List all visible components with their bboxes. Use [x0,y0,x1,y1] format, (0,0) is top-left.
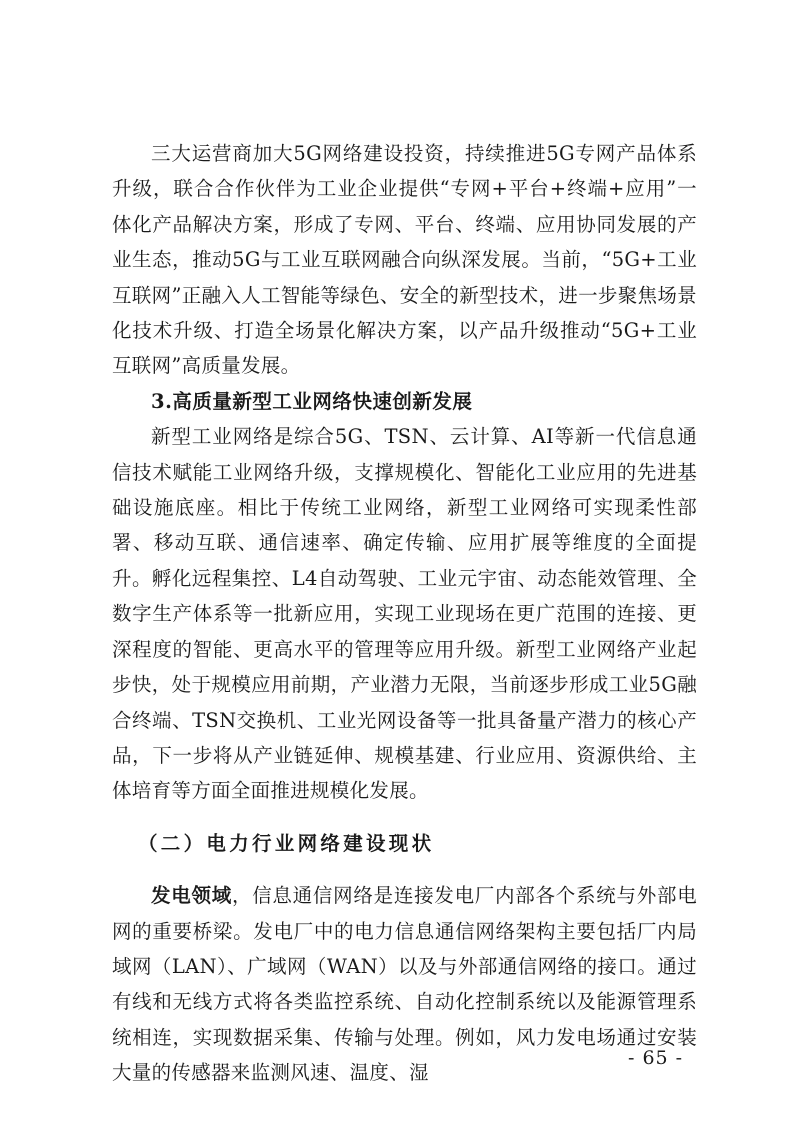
paragraph-lead-term: 发电领域 [151,884,232,908]
paragraph-operators-5g: 三大运营商加大5G网络建设投资，持续推进5G专网产品体系升级，联合合作伙伴为工业企业提供“专网+平台+终端+应用”一体化产品解决方案，形成了专网、平台、终端、应用协同发展的产业生态，推动5G与工业互联网融合向纵深发展。当前，“5G+工业互联网”正融入人工智能等绿色、安全的新型技术，进一步聚焦场景化技术升级、打造全场景化解决方案，以产品升级推动“5G+工业互联网”高质量发展。 [112,142,697,378]
document-body [112,136,697,1091]
section-heading-power-industry: （二）电力行业网络建设现状 [138,831,435,855]
page-number: - 65 - [628,1047,684,1069]
section-heading-new-industrial-network: 3.高质量新型工业网络快速创新发展 [151,389,473,413]
paragraph-power-generation [112,878,697,1090]
paragraph-power-generation-body: ，信息通信网络是连接发电厂内部各个系统与外部电网的重要桥梁。发电厂中的电力信息通信网络架构主要包括厂内局域网（LAN）、广域网（WAN）以及与外部通信网络的接口。通过有线和无线方式将各类监控系统、自动化控制系统以及能源管理系统相连，实现数据采集、传输与处理。例如，风力发电场通过安装大量的传感器来监测风速、温度、湿 [112,884,697,1085]
paragraph-new-industrial-network: 新型工业网络是综合5G、TSN、云计算、AI等新一代信息通信技术赋能工业网络升级，支撑规模化、智能化工业应用的先进基础设施底座。相比于传统工业网络，新型工业网络可实现柔性部署、移动互联、通信速率、确定传输、应用扩展等维度的全面提升。孵化远程集控、L4自动驾驶、工业元宇宙、动态能效管理、全数字生产体系等一批新应用，实现工业现场在更广范围的连接、更深程度的智能、更高水平的管理等应用升级。新型工业网络产业起步快，处于规模应用前期，产业潜力无限，当前逐步形成工业5G融合终端、TSN交换机、工业光网设备等一批具备量产潜力的核心产品，下一步将从产业链延伸、规模基建、行业应用、资源供给、主体培育等方面全面推进规模化发展。 [112,425,697,803]
